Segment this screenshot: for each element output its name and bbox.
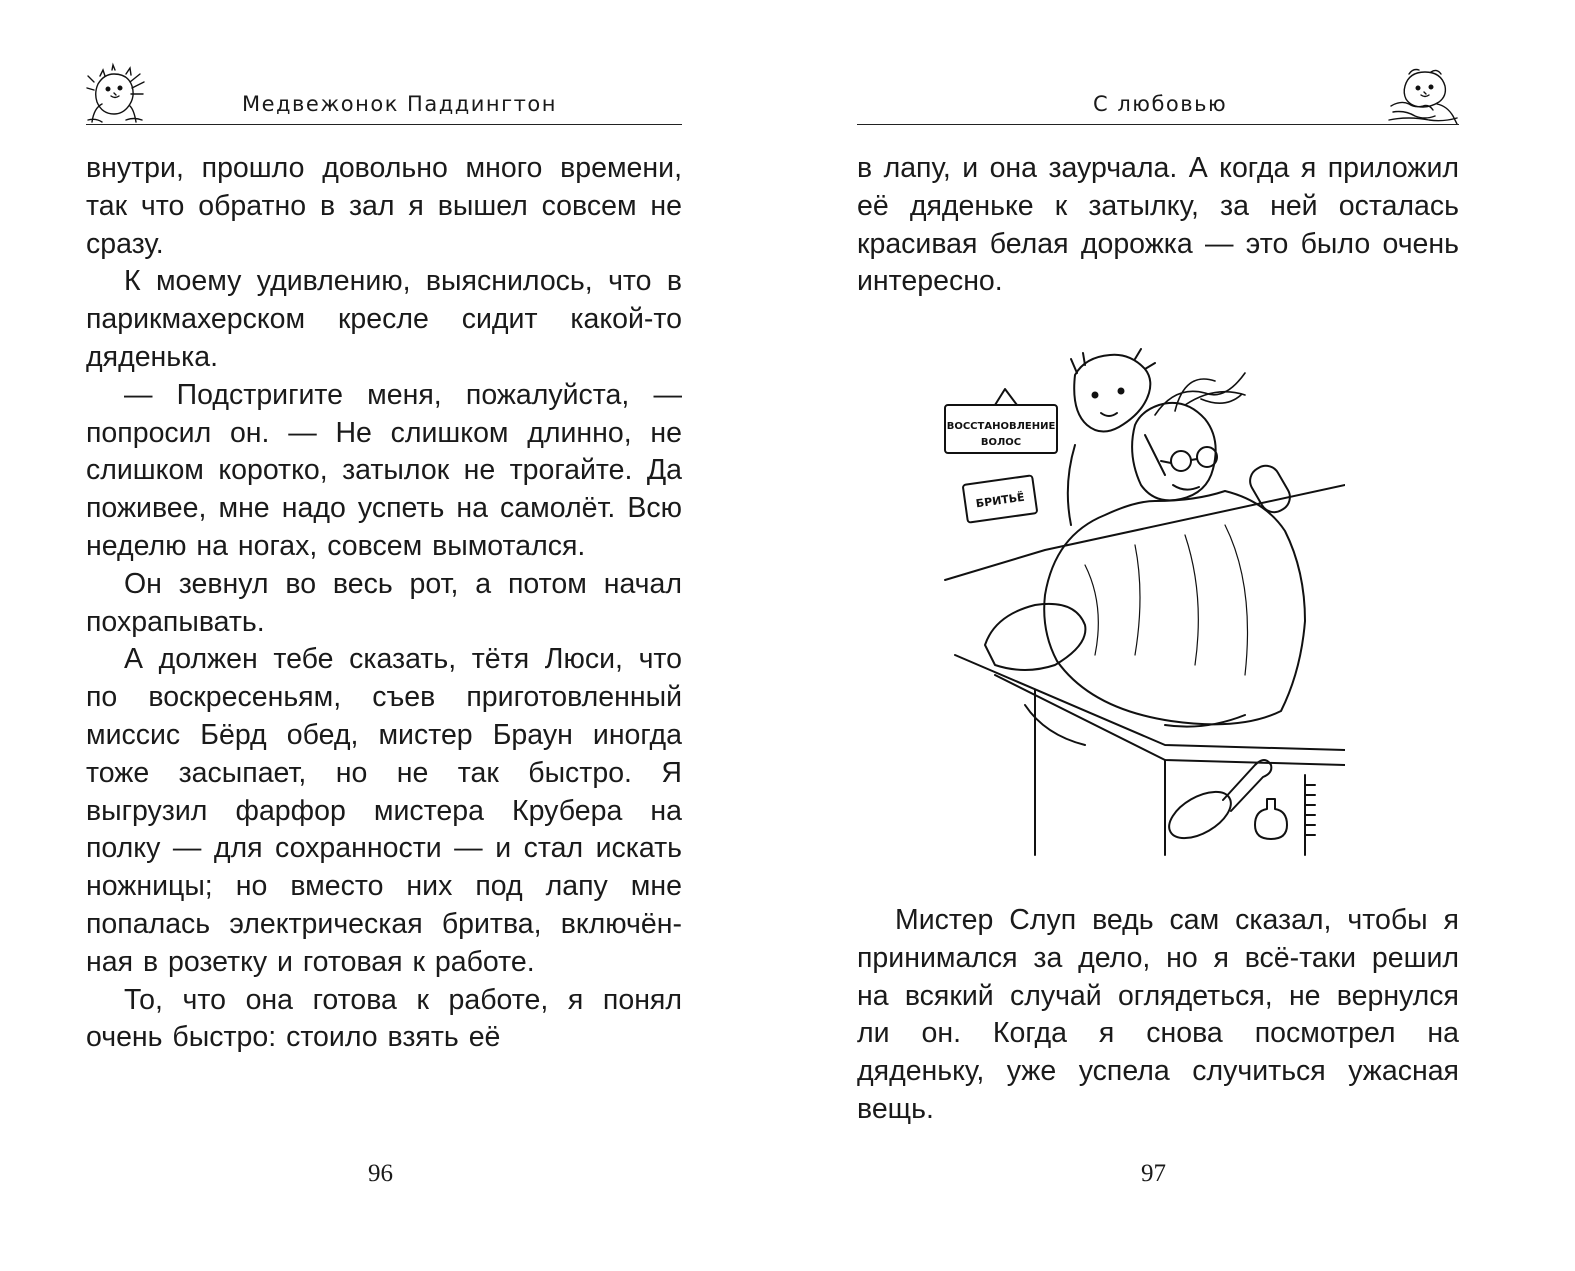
body-text-right-top	[857, 150, 1459, 301]
body-text-left	[86, 150, 682, 1057]
barber-cape	[1044, 491, 1305, 724]
paragraph: То, что она готова к работе, я понял очень быстро: стоило взять её	[86, 983, 682, 1054]
paragraph: внутри, прошло довольно много времени, так что обратно в зал я вышел совсем не сразу.	[86, 152, 682, 260]
sign-text: ВОЛОС	[980, 437, 1022, 448]
running-head-left	[86, 60, 682, 125]
paragraph: К моему удивлению, выяснилось, что в парикмахерском кресле сидит какой-то дяденька.	[86, 265, 682, 373]
sign-hanger	[995, 389, 1017, 405]
paragraph: Мистер Слуп ведь сам сказал, чтобы я принимался за дело, но я всё-таки решил на всякий случай оглядеться, не вернулся ли он. Когда я снова посмотрел на дяденьку, уже успела случиться ужасная вещь.	[857, 904, 1459, 1125]
running-head-title: Медвежонок Паддингтон	[242, 92, 557, 116]
paragraph: Он зевнул во весь рот, а потом начал похрапывать.	[86, 567, 682, 638]
running-head-right	[857, 60, 1459, 125]
paragraph: А должен тебе сказать, тётя Люси, что по воскресеньям, съев приготовленный миссис Бёрд обед, мистер Браун иногда тоже засыпает, но не так быстро. Я выгрузил фарфор мистера Крубера на полку — для сохранности — и стал искать ножницы; но вместо них под лапу мне попалась электрическая бритва, включённая в розетку и готовая к работе.	[86, 643, 682, 978]
barbershop-illustration	[925, 345, 1345, 865]
tonic-bottle	[1255, 799, 1287, 839]
comb	[1305, 775, 1315, 855]
bear-sketch-icon	[86, 62, 150, 124]
bear-head	[1074, 355, 1150, 432]
chair-headrest	[1245, 461, 1295, 518]
chair-arm	[985, 604, 1085, 670]
running-head-title: С любовью	[1093, 92, 1228, 116]
paragraph: в лапу, и она заурчала. А когда я приложил её дяденьке к затылку, за ней осталась красивая белая дорожка — это было очень интересно.	[857, 152, 1459, 298]
left-page	[0, 0, 787, 1271]
page-number: 97	[1141, 1160, 1166, 1187]
paragraph: — Подстригите меня, пожалуйста, — попросил он. — Не слишком длинно, не слишком коротко, затылок не трогайте. Да поживее, мне надо успеть на самолёт. Всю неделю на ногах, совсем вымотался.	[86, 378, 682, 562]
body-text-right-bottom	[857, 902, 1459, 1129]
sign-text: ВОССТАНОВЛЕНИЕ	[946, 421, 1056, 432]
right-page	[787, 0, 1575, 1271]
bear-sketch-icon	[1387, 62, 1459, 124]
page-number: 96	[368, 1160, 393, 1187]
hair-brush	[1162, 782, 1239, 847]
sign-text: БРИТЬЁ	[975, 490, 1026, 511]
